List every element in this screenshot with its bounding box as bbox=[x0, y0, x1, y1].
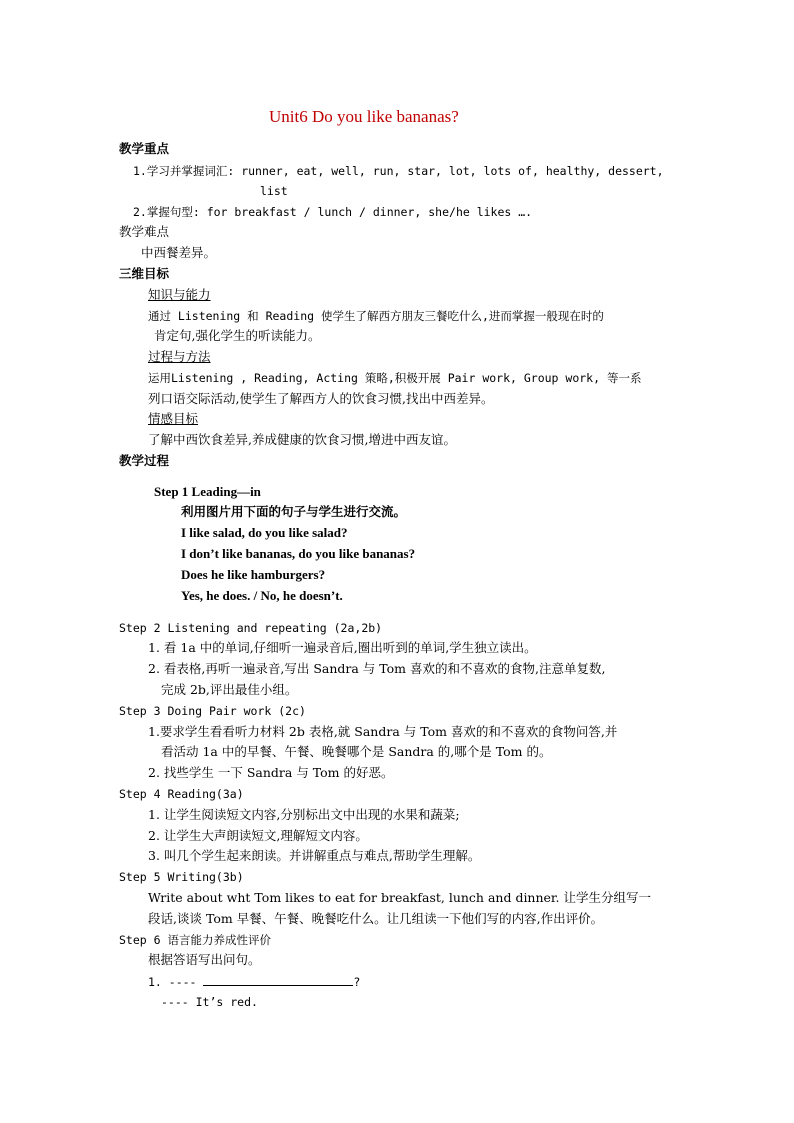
step3-item-1-line1: 1.要求学生看看听力材料 2b 表格,就 Sandra 与 Tom 喜欢的和不喜欢的食物问答,并 bbox=[148, 724, 618, 739]
objective-knowledge-line2: 肯定句,强化学生的听读能力。 bbox=[154, 328, 321, 343]
step4-item-2: 2. 让学生大声朗读短文,理解短文内容。 bbox=[148, 828, 368, 843]
key-point-1-line2: list bbox=[260, 184, 288, 198]
step1-sentence-3: Does he like hamburgers? bbox=[181, 567, 326, 582]
question-1-suffix: ? bbox=[353, 975, 361, 989]
step4-item-1: 1. 让学生阅读短文内容,分别标出文中出现的水果和蔬菜; bbox=[148, 807, 460, 822]
step5-line1: Write about wht Tom likes to eat for breakfast, lunch and dinner. 让学生分组写一 bbox=[148, 890, 651, 905]
step2-item-1: 1. 看 1a 中的单词,仔细听一遍录音后,圈出听到的单词,学生独立读出。 bbox=[148, 640, 537, 655]
page-title: Unit6 Do you like bananas? bbox=[269, 107, 459, 126]
step1-intro: 利用图片用下面的句子与学生进行交流。 bbox=[181, 504, 407, 519]
objective-process-line2: 列口语交际活动,使学生了解西方人的饮食习惯,找出中西差异。 bbox=[148, 391, 494, 406]
step2-item-2-line1: 2. 看表格,再听一遍录音,写出 Sandra 与 Tom 喜欢的和不喜欢的食物,注意单复数, bbox=[148, 661, 606, 676]
question-1-blank[interactable] bbox=[203, 973, 353, 986]
question-1 bbox=[148, 973, 360, 990]
key-point-1-line1: 1.学习并掌握词汇: runner, eat, well, run, star, lot, lots of, healthy, dessert, bbox=[133, 164, 664, 178]
objective-knowledge-heading: 知识与能力 bbox=[148, 287, 211, 302]
step3-heading: Step 3 Doing Pair work (2c) bbox=[119, 704, 306, 718]
step2-item-2-line2: 完成 2b,评出最佳小组。 bbox=[161, 682, 298, 697]
step3-item-2: 2. 找些学生 一下 Sandra 与 Tom 的好恶。 bbox=[148, 765, 394, 780]
question-1-prefix: 1. ---- bbox=[148, 975, 197, 989]
step1-sentence-1: I like salad, do you like salad? bbox=[181, 525, 348, 540]
key-points-heading: 教学重点 bbox=[119, 141, 170, 156]
question-1-answer: ---- It’s red. bbox=[161, 995, 258, 1009]
process-heading: 教学过程 bbox=[119, 453, 170, 468]
step1-sentence-4: Yes, he does. / No, he doesn’t. bbox=[181, 588, 343, 603]
step5-line2: 段话,谈谈 Tom 早餐、午餐、晚餐吃什么。让几组读一下他们写的内容,作出评价。 bbox=[148, 911, 604, 926]
step4-heading: Step 4 Reading(3a) bbox=[119, 787, 244, 801]
objective-process-line1: 运用Listening , Reading, Acting 策略,积极开展 Pair work, Group work, 等一系 bbox=[148, 371, 642, 385]
objective-emotion-line1: 了解中西饮食差异,养成健康的饮食习惯,增进中西友谊。 bbox=[148, 432, 456, 447]
objective-knowledge-line1: 通过 Listening 和 Reading 使学生了解西方朋友三餐吃什么,进而掌握一般现在时的 bbox=[148, 309, 604, 323]
step4-item-3: 3. 叫几个学生起来朗读。并讲解重点与难点,帮助学生理解。 bbox=[148, 848, 481, 863]
step2-heading: Step 2 Listening and repeating (2a,2b) bbox=[119, 621, 383, 635]
step5-heading: Step 5 Writing(3b) bbox=[119, 870, 244, 884]
objectives-heading: 三维目标 bbox=[119, 266, 170, 281]
step1-sentence-2: I don’t like bananas, do you like bananas? bbox=[181, 546, 416, 561]
step3-item-1-line2: 看活动 1a 中的早餐、午餐、晚餐哪个是 Sandra 的,哪个是 Tom 的。 bbox=[161, 744, 552, 759]
step6-intro: 根据答语写出问句。 bbox=[148, 952, 261, 967]
step1-heading: Step 1 Leading—in bbox=[154, 484, 261, 499]
key-point-2: 2.掌握句型: for breakfast / lunch / dinner, she/he likes …. bbox=[133, 205, 533, 219]
difficulty-heading: 教学难点 bbox=[119, 224, 170, 239]
difficulty-text: 中西餐差异。 bbox=[141, 245, 217, 260]
objective-process-heading: 过程与方法 bbox=[148, 349, 211, 364]
step6-heading: Step 6 语言能力养成性评价 bbox=[119, 933, 271, 947]
objective-emotion-heading: 情感目标 bbox=[148, 411, 199, 426]
